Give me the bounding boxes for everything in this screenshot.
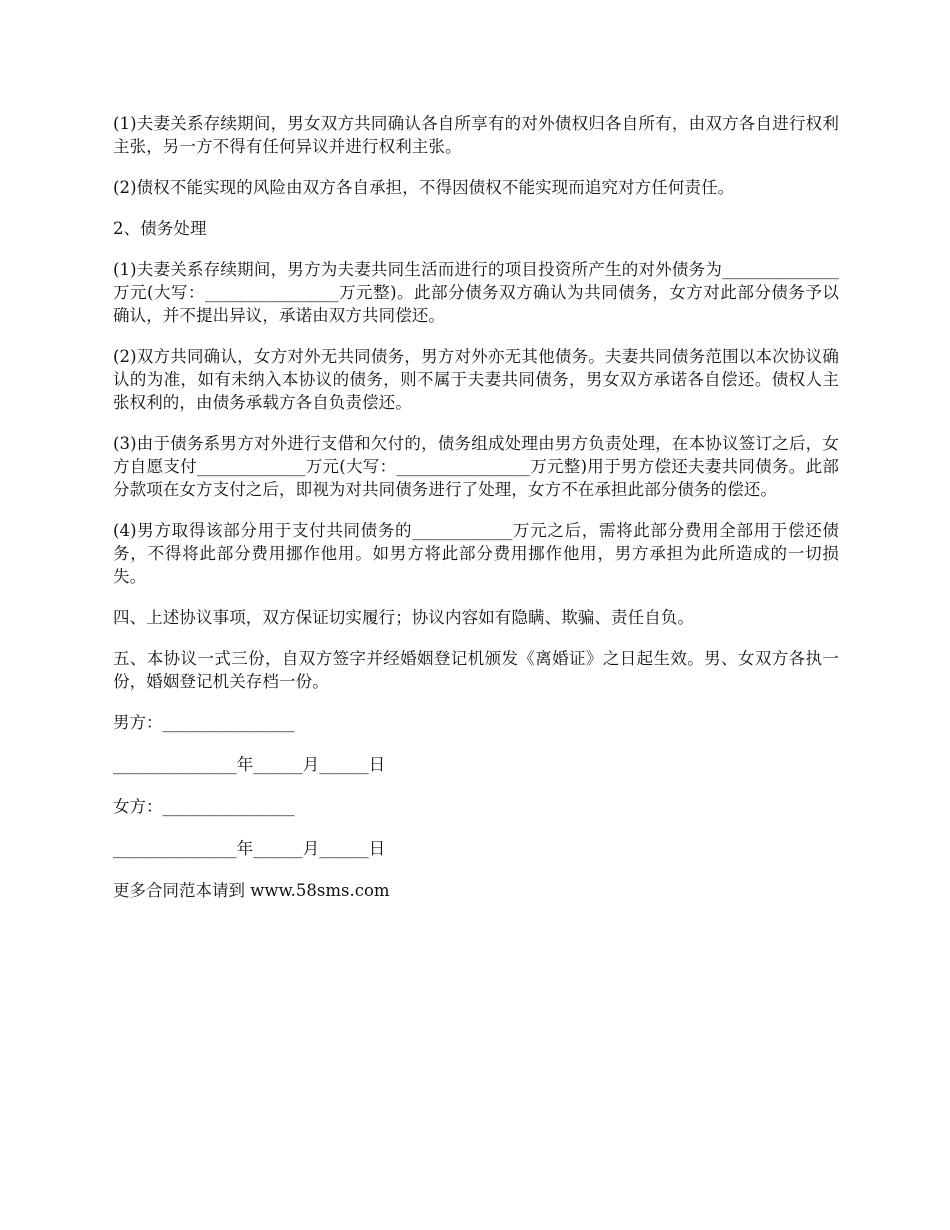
paragraph-clause-four: 四、上述协议事项，双方保证切实履行；协议内容如有隐瞒、欺骗、责任自负。: [113, 608, 694, 627]
female-date-line: _______________年______月______日: [113, 839, 386, 858]
paragraph-creditor-rights-2: (2)债权不能实现的风险由双方各自承担，不得因债权不能实现而追究对方任何责任。: [113, 178, 735, 197]
male-date-line: _______________年______月______日: [113, 755, 386, 774]
male-signature-line: 男方：________________: [113, 713, 295, 732]
paragraph-debt-4: (4)男方取得该部分用于支付共同债务的____________万元之后，需将此部分费用全部用于偿还债务，不得将此部分费用挪作他用。如男方将此部分费用挪作他用，男方承担为此所造成的一切损失。: [113, 521, 839, 586]
female-signature-line: 女方：________________: [113, 797, 295, 816]
paragraph-debt-2: (2)双方共同确认，女方对外无共同债务，男方对外亦无其他债务。夫妻共同债务范围以本次协议确认的为准，如有未纳入本协议的债务，则不属于夫妻共同债务，男女双方承诺各自偿还。债权人主张权利的，由债务承载方各自负责偿还。: [113, 347, 839, 412]
document-page: [113, 112, 839, 921]
section-heading-debt-handling: 2、债务处理: [113, 219, 207, 238]
paragraph-debt-1: (1)夫妻关系存续期间，男方为夫妻共同生活而进行的项目投资所产生的对外债务为______________万元(大写：________________万元整)。此部分债务双方确认为共同债务，女方对此部分债务予以确认，并不提出异议，承诺由双方共同偿还。: [113, 260, 839, 325]
footer-link-text: 更多合同范本请到 www.58sms.com: [113, 881, 390, 900]
paragraph-creditor-rights-1: (1)夫妻关系存续期间，男女双方共同确认各自所享有的对外债权归各自所有，由双方各自进行权利主张，另一方不得有任何异议并进行权利主张。: [113, 114, 839, 156]
paragraph-debt-3: (3)由于债务系男方对外进行支借和欠付的，债务组成处理由男方负责处理，在本协议签订之后，女方自愿支付_____________万元(大写：________________万元整)用于男方偿还夫妻共同债务。此部分款项在女方支付之后，即视为对共同债务进行了处理，女方不在承担此部分债务的偿还。: [113, 434, 839, 499]
paragraph-clause-five: 五、本协议一式三份，自双方签字并经婚姻登记机颁发《离婚证》之日起生效。男、女双方各执一份，婚姻登记机关存档一份。: [113, 649, 839, 691]
